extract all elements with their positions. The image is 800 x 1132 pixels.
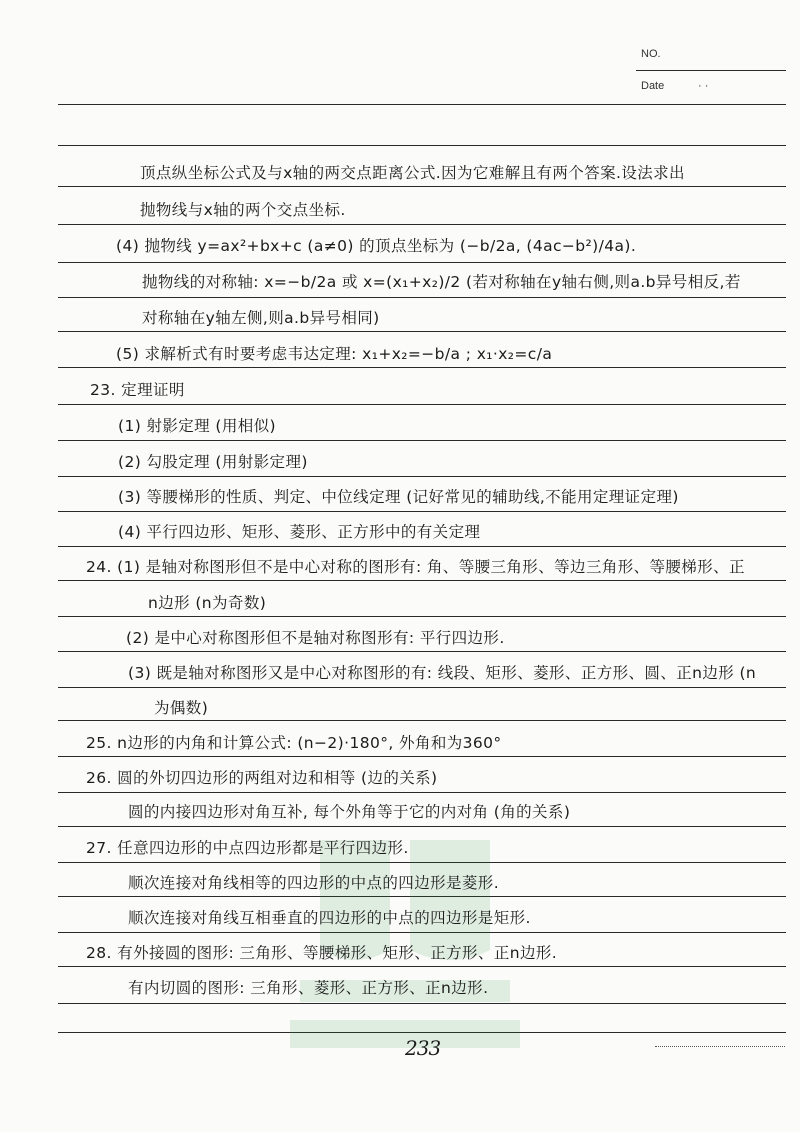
ruled-line [58, 262, 786, 263]
text-line: (4) 平行四边形、矩形、菱形、正方形中的有关定理 [118, 523, 481, 541]
text-line: 圆的内接四边形对角互补, 每个外角等于它的内对角 (角的关系) [128, 803, 571, 821]
ruled-line [58, 546, 786, 547]
date-dots: · · [698, 80, 709, 92]
ruled-line [58, 1032, 786, 1033]
ruled-line [58, 932, 786, 933]
dotted-footer-line [655, 1046, 785, 1048]
ruled-line [58, 1003, 786, 1004]
text-line: 28. 有外接圆的图形: 三角形、等腰梯形、矩形、正方形、正n边形. [86, 944, 558, 962]
ruled-line [58, 651, 786, 652]
text-line: 有内切圆的图形: 三角形、菱形、正方形、正n边形. [128, 979, 489, 997]
text-line: 为偶数) [154, 699, 209, 717]
ruled-line [58, 896, 786, 897]
number-rule [636, 70, 786, 71]
text-line: 24. (1) 是轴对称图形但不是中心对称的图形有: 角、等腰三角形、等边三角形、等腰梯形、正 [86, 558, 745, 576]
ruled-line [58, 580, 786, 581]
ruled-line [58, 404, 786, 405]
ruled-line [58, 331, 786, 332]
text-line: 25. n边形的内角和计算公式: (n−2)·180°, 外角和为360° [86, 734, 502, 752]
ruled-line [58, 224, 786, 225]
section-heading: 23. 定理证明 [90, 381, 185, 399]
page-number: 233 [405, 1036, 441, 1060]
ruled-line [58, 756, 786, 757]
ruled-line [58, 186, 786, 187]
ruled-line [58, 826, 786, 827]
text-line: (1) 射影定理 (用相似) [118, 417, 277, 435]
text-line: 对称轴在y轴左侧,则a.b异号相同) [142, 309, 380, 327]
text-line: (4) 抛物线 y=ax²+bx+c (a≠0) 的顶点坐标为 (−b/2a, (4ac−b²)/4a). [116, 237, 637, 255]
ruled-line [58, 145, 786, 146]
text-line: (3) 等腰梯形的性质、判定、中位线定理 (记好常见的辅助线,不能用定理证定理) [118, 488, 679, 506]
text-line: 顺次连接对角线互相垂直的四边形的中点的四边形是矩形. [128, 909, 531, 927]
ruled-line [58, 966, 786, 967]
ruled-line [58, 792, 786, 793]
text-line: 27. 任意四边形的中点四边形都是平行四边形. [86, 839, 409, 857]
ruled-line [58, 440, 786, 441]
text-line: 抛物线的对称轴: x=−b/2a 或 x=(x₁+x₂)/2 (若对称轴在y轴右侧,则a.b异号相反,若 [142, 273, 741, 291]
ruled-line [58, 616, 786, 617]
text-line: 26. 圆的外切四边形的两组对边和相等 (边的关系) [86, 769, 438, 787]
text-line: (2) 勾股定理 (用射影定理) [118, 453, 308, 471]
ruled-line [58, 297, 786, 298]
text-line: 顺次连接对角线相等的四边形的中点的四边形是菱形. [128, 874, 500, 892]
ruled-line [58, 720, 786, 721]
text-line: (5) 求解析式有时要考虑韦达定理: x₁+x₂=−b/a ; x₁·x₂=c/a [116, 345, 553, 363]
ruled-line [58, 687, 786, 688]
text-line: (3) 既是轴对称图形又是中心对称图形的有: 线段、矩形、菱形、正方形、圆、正n边形 (n [128, 664, 757, 682]
text-line: n边形 (n为奇数) [148, 594, 267, 612]
text-line: 抛物线与x轴的两个交点坐标. [140, 201, 346, 219]
ruled-line [58, 367, 786, 368]
ruled-line [58, 862, 786, 863]
number-label: NO. [641, 48, 661, 60]
text-line: (2) 是中心对称图形但不是轴对称图形有: 平行四边形. [126, 629, 505, 647]
ruled-line [58, 104, 786, 105]
ruled-line [58, 476, 786, 477]
date-label: Date [641, 80, 665, 92]
ruled-line [58, 511, 786, 512]
text-line: 顶点纵坐标公式及与x轴的两交点距离公式.因为它难解且有两个答案.设法求出 [140, 164, 685, 182]
